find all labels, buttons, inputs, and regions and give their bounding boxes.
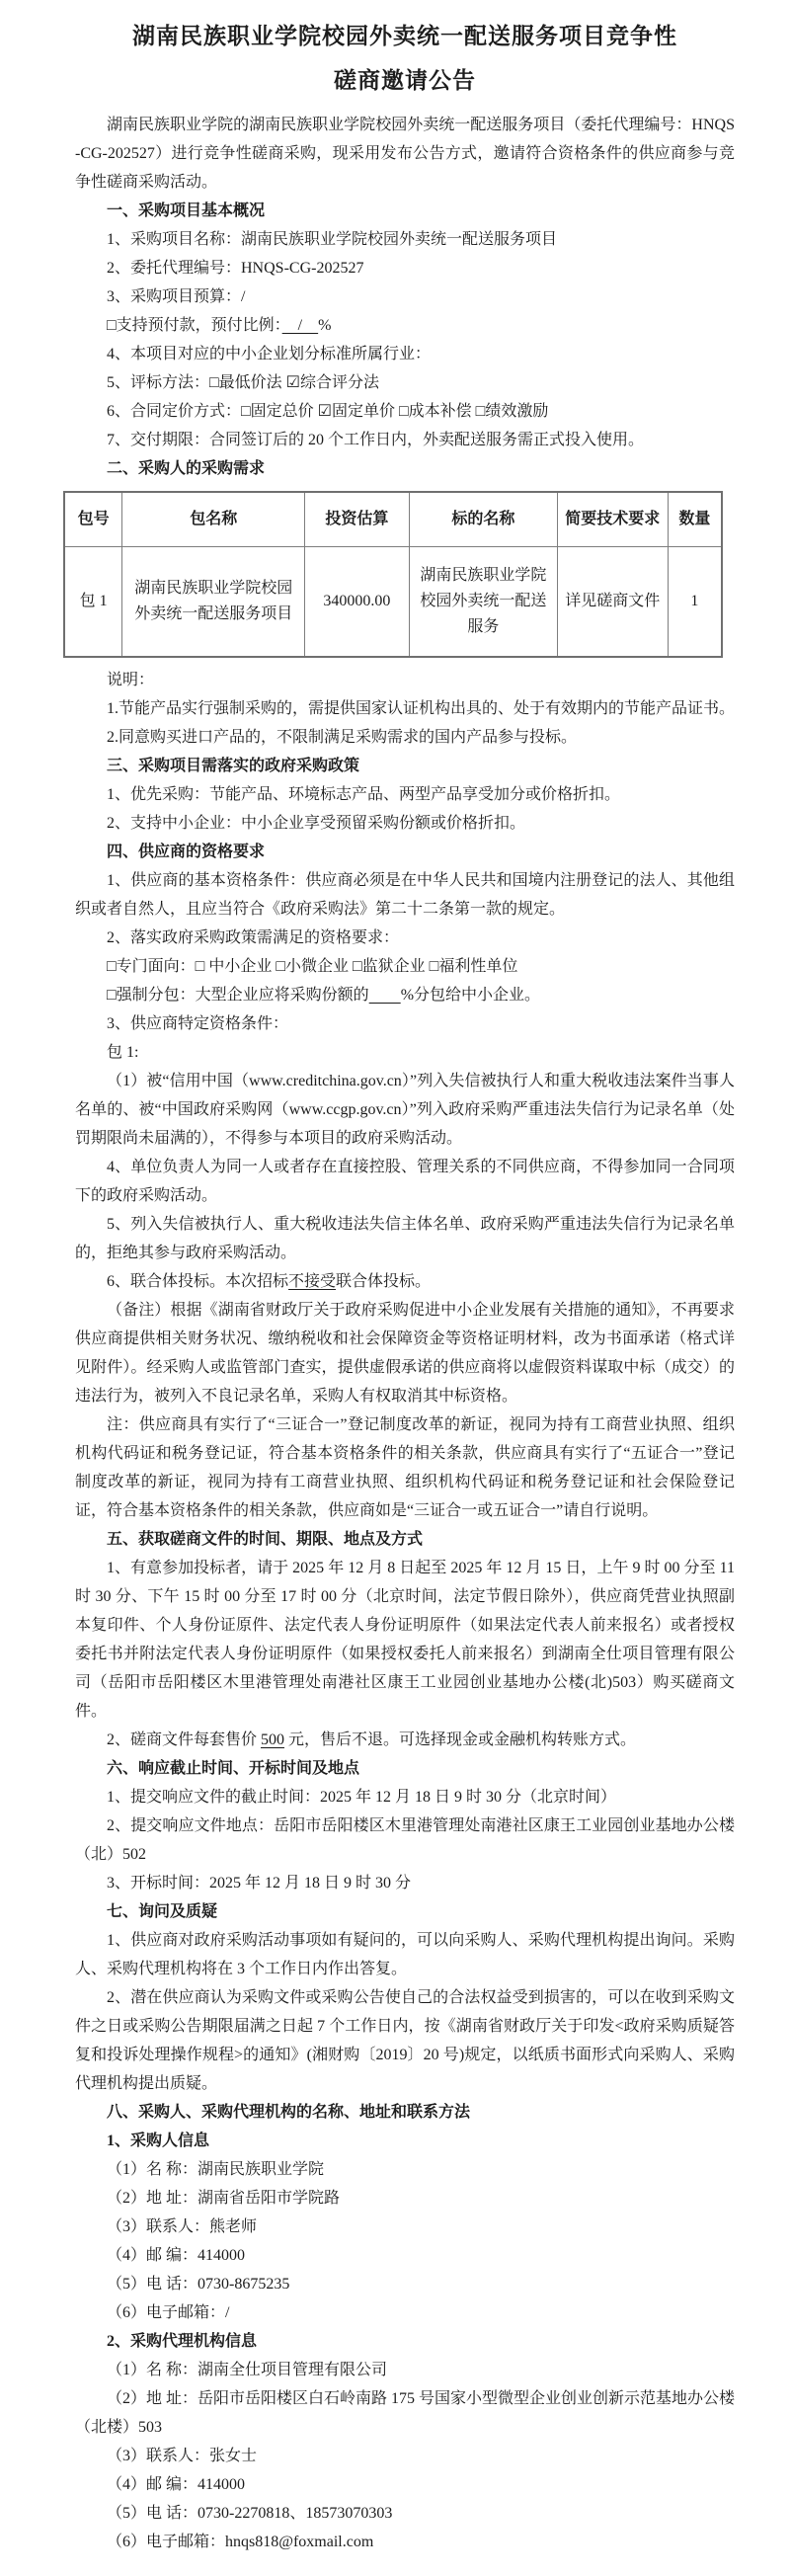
table-header-subject-name: 标的名称 (409, 492, 557, 547)
underlined-text: 500 (261, 1731, 285, 1748)
paragraph: 3、开标时间：2025 年 12 月 18 日 9 时 30 分 (107, 1875, 412, 1892)
table-row (64, 547, 722, 658)
paragraph: 2、提交响应文件地点：岳阳市岳阳楼区木里港管理处南港社区康王工业园创业基地办公楼（北）502 (75, 1817, 735, 1863)
section-heading: 八、采购人、采购代理机构的名称、地址和联系方法 (107, 2104, 471, 2121)
paragraph: 1、优先采购：节能产品、环境标志产品、两型产品享受加分或价格折扣。 (107, 786, 621, 803)
paragraph: 包 1: (107, 1044, 139, 1061)
page-title-line-1: 湖南民族职业学院校园外卖统一配送服务项目竞争性 (132, 24, 677, 48)
paragraph: （2）地 址：湖南省岳阳市学院路 (107, 2190, 341, 2207)
paragraph: 1.节能产品实行强制采购的，需提供国家认证机构出具的、处于有效期内的节能产品证书。 (107, 700, 736, 717)
paragraph: （6）电子邮箱：/ (107, 2304, 230, 2321)
paragraph: （5）电 话：0730-8675235 (107, 2276, 290, 2293)
paragraph: 7、交付期限：合同签订后的 20 个工作日内，外卖配送服务需正式投入使用。 (107, 432, 645, 448)
text-run: 6、联合体投标。本次招标 (107, 1273, 289, 1290)
section-heading: 1、采购人信息 (107, 2133, 210, 2149)
paragraph: 注：供应商具有实行了“三证合一”登记制度改革的新证，视同为持有工商营业执照、组织机构代码证和税务登记证，符合基本资格条件的相关条款，供应商具有实行了“五证合一”登记制度改革的新证，视同为持有工商营业执照、组织机构代码证和税务登记证和社会保险登记证，符合基本资格条件的相关条款，供应商如是“三证合一或五证合一”请自行说明。 (75, 1416, 735, 1519)
table-header-package-name: 包名称 (122, 492, 305, 547)
page-title-line-2: 磋商邀请公告 (334, 68, 476, 93)
paragraph: 3、采购项目预算：/ (107, 288, 246, 305)
paragraph: （6）电子邮箱：hnqs818@foxmail.com (107, 2534, 374, 2550)
text-run: 2、磋商文件每套售价 (107, 1731, 262, 1748)
cell-package-no: 包 1 (64, 547, 122, 658)
paragraph: 1、供应商对政府采购活动事项如有疑问的，可以向采购人、采购代理机构提出询问。采购人、采购代理机构将在 3 个工作日内作出答复。 (75, 1932, 735, 1977)
paragraph: （2）地 址：岳阳市岳阳楼区白石岭南路 175 号国家小型微型企业创业创新示范基地办公楼（北楼）503 (75, 2390, 736, 2436)
text-run: □支持预付款，预付比例： (107, 317, 282, 334)
paragraph (75, 1726, 735, 1754)
paragraph: （4）邮 编：414000 (107, 2476, 246, 2493)
section-heading: 七、询问及质疑 (107, 1903, 218, 1920)
text-run: 元，售后不退。可选择现金或金融机构转账方式。 (284, 1731, 637, 1748)
paragraph: （5）电 话：0730-2270818、18573070303 (107, 2505, 393, 2522)
section-heading: 二、采购人的采购需求 (107, 460, 266, 477)
table-header-package-no: 包号 (64, 492, 122, 547)
section-heading: 六、响应截止时间、开标时间及地点 (107, 1760, 360, 1777)
cell-package-name: 湖南民族职业学院校园外卖统一配送服务项目 (122, 547, 305, 658)
procurement-package-table (63, 491, 723, 658)
document-body-section (75, 666, 735, 2556)
paragraph: 3、供应商特定资格条件： (107, 1015, 289, 1032)
paragraph: 5、评标方法：□最低价法 ☑综合评分法 (107, 374, 380, 391)
cell-subject-name: 湖南民族职业学院校园外卖统一配送服务 (409, 547, 557, 658)
paragraph: 2、潜在供应商认为采购文件或采购公告使自己的合法权益受到损害的，可以在收到采购文件之日或采购公告期限届满之日起 7 个工作日内，按《湖南省财政厅关于印发<政府采购质疑答复和投诉处理操作规程>的通知》(湘财购〔2019〕20 号)规定，以纸质书面形式向采购人、采购代理机构提出质疑。 (75, 1989, 735, 2092)
page-title (75, 14, 735, 103)
paragraph: （1）被“信用中国（www.creditchina.gov.cn）”列入失信被执行人和重大税收违法案件当事人名单的、被“中国政府采购网（www.ccgp.gov.cn）”列入政府采购严重违法失信行为记录名单（处罚期限尚未届满的），不得参与本项目的政府采购活动。 (75, 1073, 735, 1147)
paragraph: 1、有意参加投标者，请于 2025 年 12 月 8 日起至 2025 年 12 月 15 日，上午 9 时 00 分至 11 时 30 分、下午 15 时 00 分至 17 时 00 分（北京时间，法定节假日除外），供应商凭营业执照副本复印件、个人身份证原件、法定代表人身份证明原件（如果法定代表人前来报名）或者授权委托书并附法定代表人身份证明原件（如果授权委托人前来报名）到湖南全仕项目管理有限公司（岳阳市岳阳楼区木里港管理处南港社区康王工业园创业基地办公楼(北)503）购买磋商文件。 (75, 1560, 735, 1720)
cell-quantity: 1 (668, 547, 722, 658)
section-heading: 三、采购项目需落实的政府采购政策 (107, 758, 360, 774)
section-heading: 2、采购代理机构信息 (107, 2333, 258, 2350)
underlined-text (369, 987, 401, 1004)
paragraph: （备注）根据《湖南省财政厅关于政府采购促进中小企业发展有关措施的通知》，不再要求供应商提供相关财务状况、缴纳税收和社会保障资金等资格证明材料，改为书面承诺（格式详见附件）。经采购人或监管部门查实，提供虚假承诺的供应商将以虚假资料谋取中标（成交）的违法行为，被列入不良记录名单，采购人有权取消其中标资格。 (75, 1302, 735, 1405)
table-header-technical-requirements: 简要技术要求 (557, 492, 668, 547)
document-intro-section (75, 111, 735, 483)
paragraph: 6、合同定价方式：□固定总价 ☑固定单价 □成本补偿 □绩效激励 (107, 403, 549, 420)
paragraph: 1、供应商的基本资格条件：供应商必须是在中华人民共和国境内注册登记的法人、其他组织或者自然人，且应当符合《政府采购法》第二十二条第一款的规定。 (75, 872, 735, 918)
table-header-quantity: 数量 (668, 492, 722, 547)
table-header-row (64, 492, 722, 547)
paragraph: 说明： (107, 672, 155, 688)
underlined-text: 不接受 (288, 1273, 337, 1290)
section-heading: 四、供应商的资格要求 (107, 844, 266, 860)
paragraph: 2.同意购买进口产品的，不限制满足采购需求的国内产品参与投标。 (107, 729, 578, 746)
paragraph: 1、提交响应文件的截止时间：2025 年 12 月 18 日 9 时 30 分（北京时间） (107, 1789, 617, 1806)
paragraph: □专门面向：□ 中小企业 □小微企业 □监狱企业 □福利性单位 (107, 958, 518, 975)
paragraph: 湖南民族职业学院的湖南民族职业学院校园外卖统一配送服务项目（委托代理编号：HNQS-CG-202527）进行竞争性磋商采购，现采用发布公告方式，邀请符合资格条件的供应商参与竞争性磋商采购活动。 (75, 117, 735, 191)
text-run: % (318, 317, 332, 334)
cell-technical-requirements: 详见磋商文件 (557, 547, 668, 658)
table-header-investment-estimate: 投资估算 (305, 492, 410, 547)
text-run: %分包给中小企业。 (400, 987, 541, 1004)
paragraph: 2、落实政府采购政策需满足的资格要求： (107, 929, 400, 946)
paragraph: （3）联系人：熊老师 (107, 2218, 258, 2235)
section-heading: 五、获取磋商文件的时间、期限、地点及方式 (107, 1531, 424, 1548)
paragraph: 4、单位负责人为同一人或者存在直接控股、管理关系的不同供应商，不得参加同一合同项下的政府采购活动。 (75, 1159, 735, 1204)
text-run: □强制分包：大型企业应将采购份额的 (107, 987, 369, 1004)
paragraph: 1、采购项目名称：湖南民族职业学院校园外卖统一配送服务项目 (107, 231, 558, 248)
paragraph: （1）名 称：湖南全仕项目管理有限公司 (107, 2362, 388, 2378)
paragraph: 4、本项目对应的中小企业划分标准所属行业： (107, 346, 432, 362)
paragraph: （3）联系人：张女士 (107, 2448, 258, 2464)
paragraph (75, 1267, 735, 1296)
paragraph: 2、支持中小企业：中小企业享受预留采购份额或价格折扣。 (107, 815, 526, 832)
paragraph: （4）邮 编：414000 (107, 2247, 246, 2264)
section-heading: 一、采购项目基本概况 (107, 202, 266, 219)
paragraph: （1）名 称：湖南民族职业学院 (107, 2161, 325, 2178)
paragraph: 5、列入失信被执行人、重大税收违法失信主体名单、政府采购严重违法失信行为记录名单的，拒绝其参与政府采购活动。 (75, 1216, 735, 1261)
paragraph (75, 981, 735, 1009)
paragraph: 2、委托代理编号：HNQS-CG-202527 (107, 260, 364, 277)
paragraph (75, 311, 735, 340)
underlined-text: / (281, 317, 319, 334)
cell-investment-estimate: 340000.00 (305, 547, 410, 658)
text-run: 联合体投标。 (336, 1273, 432, 1290)
